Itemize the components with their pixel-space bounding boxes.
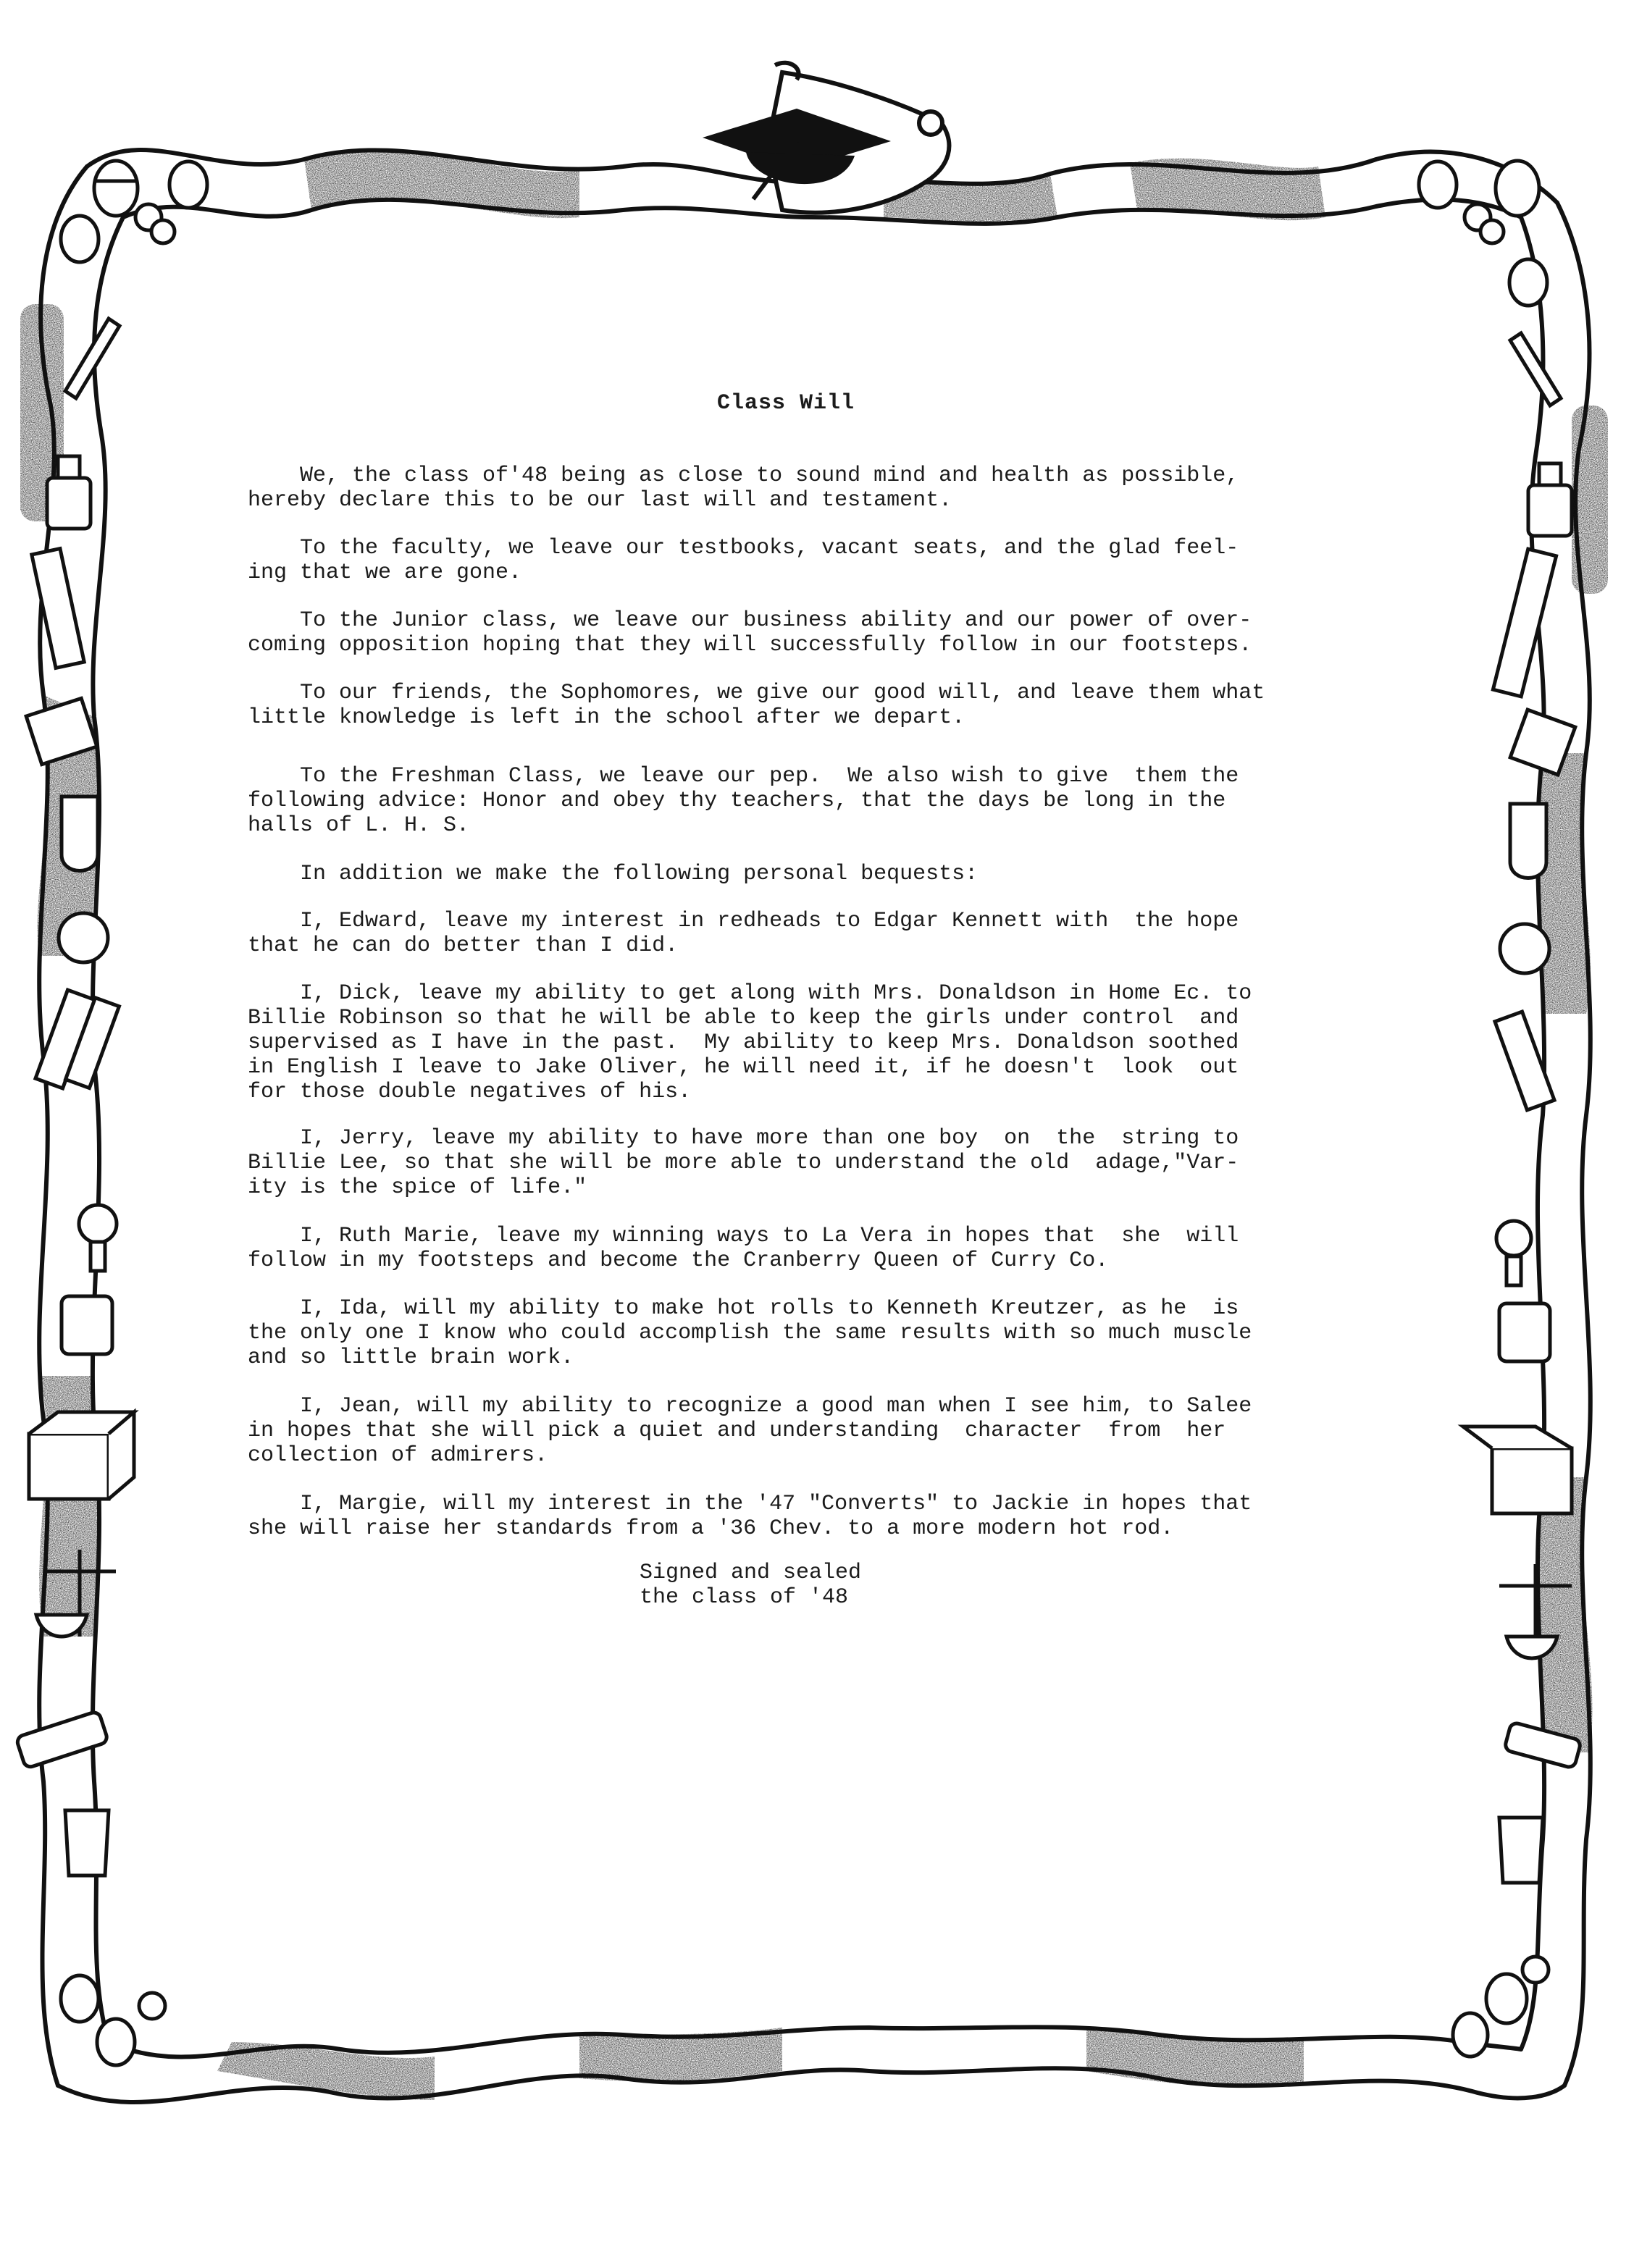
books-icon	[35, 990, 119, 1088]
paragraph-12-line-2: in hopes that she will pick a quiet and understanding character from her	[248, 1419, 1226, 1443]
test-tube-icon	[1510, 804, 1546, 878]
paragraph-1-line-2: hereby declare this to be our last will and testament.	[248, 488, 952, 513]
paragraph-10-line-2: follow in my footsteps and become the Cranberry Queen of Curry Co.	[248, 1248, 1109, 1273]
pencil-icon	[65, 319, 120, 398]
paragraph-4-line-2: little knowledge is left in the school after we depart.	[248, 705, 965, 730]
paragraph-12-line-3: collection of admirers.	[248, 1443, 548, 1468]
left-decorations	[16, 319, 134, 1876]
paragraph-9-line-1: I, Jerry, leave my ability to have more than one boy on the string to	[248, 1126, 1239, 1151]
acorn-cluster-icon	[61, 161, 1549, 2065]
paragraph-10-line-1: I, Ruth Marie, leave my winning ways to La Vera in hopes that she will	[248, 1224, 1239, 1248]
paragraph-2-line-1: To the faculty, we leave our testbooks, vacant seats, and the glad feel-	[248, 536, 1239, 560]
paragraph-8-line-3: supervised as I have in the past. My ability to keep Mrs. Donaldson soothed	[248, 1030, 1239, 1055]
paragraph-2-line-2: ing that we are gone.	[248, 560, 522, 585]
paragraph-12-line-1: I, Jean, will my ability to recognize a good man when I see him, to Salee	[248, 1394, 1252, 1419]
apple-icon	[1500, 924, 1549, 973]
paragraph-5-line-2: following advice: Honor and obey thy teachers, that the days be long in the	[248, 789, 1226, 813]
paragraph-3-line-1: To the Junior class, we leave our business ability and our power of over-	[248, 608, 1252, 633]
pencil-cup-icon	[1499, 1818, 1543, 1883]
trophy-icon	[1496, 1221, 1531, 1285]
paragraph-7-line-2: that he can do better than I did.	[248, 933, 679, 958]
paragraph-1-line-1: We, the class of'48 being as close to sound mind and health as possible,	[248, 463, 1239, 488]
ribbon-shading	[20, 150, 1608, 2100]
hand-icon	[62, 1296, 112, 1354]
paragraph-7-line-1: I, Edward, leave my interest in redheads to Edgar Kennett with the hope	[248, 909, 1239, 933]
paragraph-13-line-1: I, Margie, will my interest in the '47 "Converts" to Jackie in hopes that	[248, 1492, 1252, 1516]
apple-icon	[59, 913, 108, 962]
paragraph-5-line-1: To the Freshman Class, we leave our pep. We also wish to give them the	[248, 764, 1239, 789]
signature-line-2: the class of '48	[640, 1585, 849, 1610]
signature-line-1: Signed and sealed	[640, 1561, 862, 1585]
pencil-icon	[1510, 333, 1561, 406]
paragraph-6-line-1: In addition we make the following personal bequests:	[248, 862, 979, 886]
ruler-icon	[1493, 549, 1556, 697]
paragraph-9-line-3: ity is the spice of life."	[248, 1175, 587, 1200]
paragraph-4-line-1: To our friends, the Sophomores, we give our good will, and leave them what	[248, 681, 1265, 705]
paragraph-11-line-2: the only one I know who could accomplish the same results with so much muscle	[248, 1321, 1252, 1345]
paragraph-8-line-4: in English I leave to Jake Oliver, he will need it, if he doesn't look out	[248, 1055, 1239, 1080]
lunch-box-icon	[1463, 1427, 1572, 1513]
paragraph-13-line-2: she will raise her standards from a '36 Chev. to a more modern hot rod.	[248, 1516, 1174, 1541]
trophy-icon	[79, 1205, 117, 1271]
paragraph-8-line-1: I, Dick, leave my ability to get along with Mrs. Donaldson in Home Ec. to	[248, 981, 1252, 1006]
document-title: Class Will	[717, 391, 855, 416]
lunch-box-icon	[29, 1412, 134, 1499]
paragraph-3-line-2: coming opposition hoping that they will successfully follow in our footsteps.	[248, 633, 1252, 658]
pencil-cup-icon	[65, 1810, 109, 1876]
paragraph-9-line-2: Billie Lee, so that she will be more able to understand the old adage,"Var-	[248, 1151, 1239, 1175]
paragraph-8-line-2: Billie Robinson so that he will be able to keep the girls under control and	[248, 1006, 1239, 1030]
hand-icon	[1499, 1303, 1550, 1361]
paragraph-11-line-3: and so little brain work.	[248, 1345, 574, 1370]
paragraph-11-line-1: I, Ida, will my ability to make hot rolls to Kenneth Kreutzer, as he is	[248, 1296, 1239, 1321]
paragraph-8-line-5: for those double negatives of his.	[248, 1080, 692, 1104]
test-tube-icon	[62, 797, 98, 871]
paragraph-5-line-3: halls of L. H. S.	[248, 813, 470, 838]
